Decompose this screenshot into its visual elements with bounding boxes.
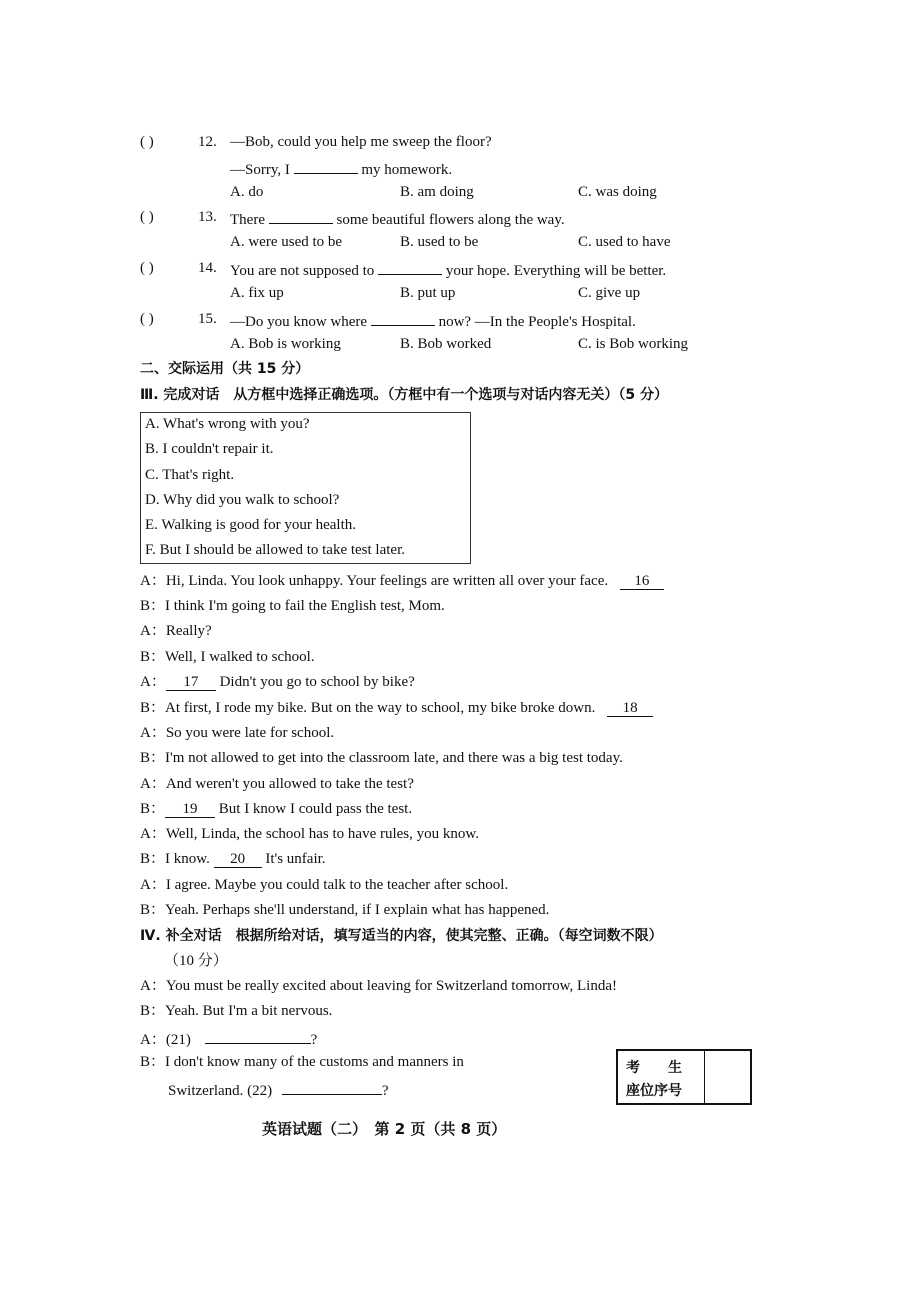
box-option: E. Walking is good for your health. [145,517,356,533]
dialogue-line: A：(21) ? [140,1028,317,1049]
dialogue-line: A：Well, Linda, the school has to have rules, you know. [140,826,480,842]
dialogue-line: B：Yeah. But I'm a bit nervous. [140,1003,333,1019]
option-b: B. put up [400,285,456,301]
page-footer: 英语试题（二） 第 2 页（共 8 页） [262,1120,507,1138]
dialogue-line: B：At first, I rode my bike. But on the way to school, my bike broke down. 18 [140,699,653,717]
seat-label-line2: 座位序号 [626,1083,682,1099]
question-number: 14. [198,260,217,276]
question-stem: There some beautiful flowers along the way. [230,208,565,229]
question-number: 13. [198,209,217,225]
option-b: B. am doing [400,184,474,200]
option-a: A. do [230,184,264,200]
seat-number-field[interactable] [706,1051,748,1103]
dialogue-line: Switzerland. (22) ? [168,1079,389,1100]
part3-title: Ⅲ. 完成对话 从方框中选择正确选项。（方框中有一个选项与对话内容无关）（5 分） [140,387,669,403]
dialogue-line: A：Really? [140,623,212,639]
section-heading: 二、交际运用（共 15 分） [140,361,310,377]
dialogue-line: A：So you were late for school. [140,725,335,741]
box-option: B. I couldn't repair it. [145,441,274,457]
question-stem: —Do you know where now? —In the People's Hospital. [230,310,636,331]
dialogue-line: A：I agree. Maybe you could talk to the teacher after school. [140,877,509,893]
option-c: C. is Bob working [578,336,689,352]
option-b: B. used to be [400,234,479,250]
blank[interactable] [269,208,333,224]
option-c: C. used to have [578,234,671,250]
answer-paren: ( ) [140,311,154,327]
dialogue-line: B：I don't know many of the customs and manners in [140,1054,464,1070]
blank-20[interactable]: 20 [214,852,262,868]
dialogue-line: A： 17 Didn't you go to school by bike? [140,674,415,690]
dialogue-line: B：I know. 20 It's unfair. [140,851,326,867]
question-stem: You are not supposed to your hope. Everything will be better. [230,259,666,280]
option-c: C. was doing [578,184,657,200]
option-a: A. fix up [230,285,284,301]
dialogue-line: B：Well, I walked to school. [140,649,315,665]
blank-21[interactable] [205,1028,311,1044]
dialogue-line: B：I'm not allowed to get into the classroom late, and there was a big test today. [140,750,623,766]
blank[interactable] [371,310,435,326]
question-number: 15. [198,311,217,327]
question-number: 12. [198,134,217,150]
dialogue-line: A：And weren't you allowed to take the test? [140,776,414,792]
question-stem: —Sorry, I my homework. [230,158,452,179]
box-option: F. But I should be allowed to take test later. [145,542,406,558]
blank-18[interactable]: 18 [607,701,653,717]
seat-label-line1: 考 生 [626,1060,682,1076]
seat-number-box [616,1049,752,1105]
dialogue-line: B：Yeah. Perhaps she'll understand, if I explain what has happened. [140,902,550,918]
box-option: D. Why did you walk to school? [145,492,340,508]
answer-paren: ( ) [140,134,154,150]
option-b: B. Bob worked [400,336,492,352]
blank-22[interactable] [282,1079,382,1095]
dialogue-line: A：Hi, Linda. You look unhappy. Your feelings are written all over your face. 16 [140,572,664,590]
option-c: C. give up [578,285,641,301]
box-option: A. What's wrong with you? [145,416,310,432]
dialogue-line: A：You must be really excited about leaving for Switzerland tomorrow, Linda! [140,978,617,994]
answer-paren: ( ) [140,260,154,276]
blank[interactable] [294,158,358,174]
seat-label [618,1051,705,1103]
question-stem: —Bob, could you help me sweep the floor? [230,134,492,150]
blank-17[interactable]: 17 [166,675,216,691]
blank-19[interactable]: 19 [165,802,215,818]
blank-16[interactable]: 16 [620,574,664,590]
option-a: A. Bob is working [230,336,341,352]
option-a: A. were used to be [230,234,343,250]
dialogue-line: B： 19 But I know I could pass the test. [140,801,413,817]
box-option: C. That's right. [145,467,235,483]
part4-score: （10 分） [164,953,228,969]
part4-title: Ⅳ. 补全对话 根据所给对话，填写适当的内容，使其完整、正确。（每空词数不限） [140,928,663,944]
dialogue-line: B：I think I'm going to fail the English test, Mom. [140,598,445,614]
blank[interactable] [378,259,442,275]
answer-paren: ( ) [140,209,154,225]
